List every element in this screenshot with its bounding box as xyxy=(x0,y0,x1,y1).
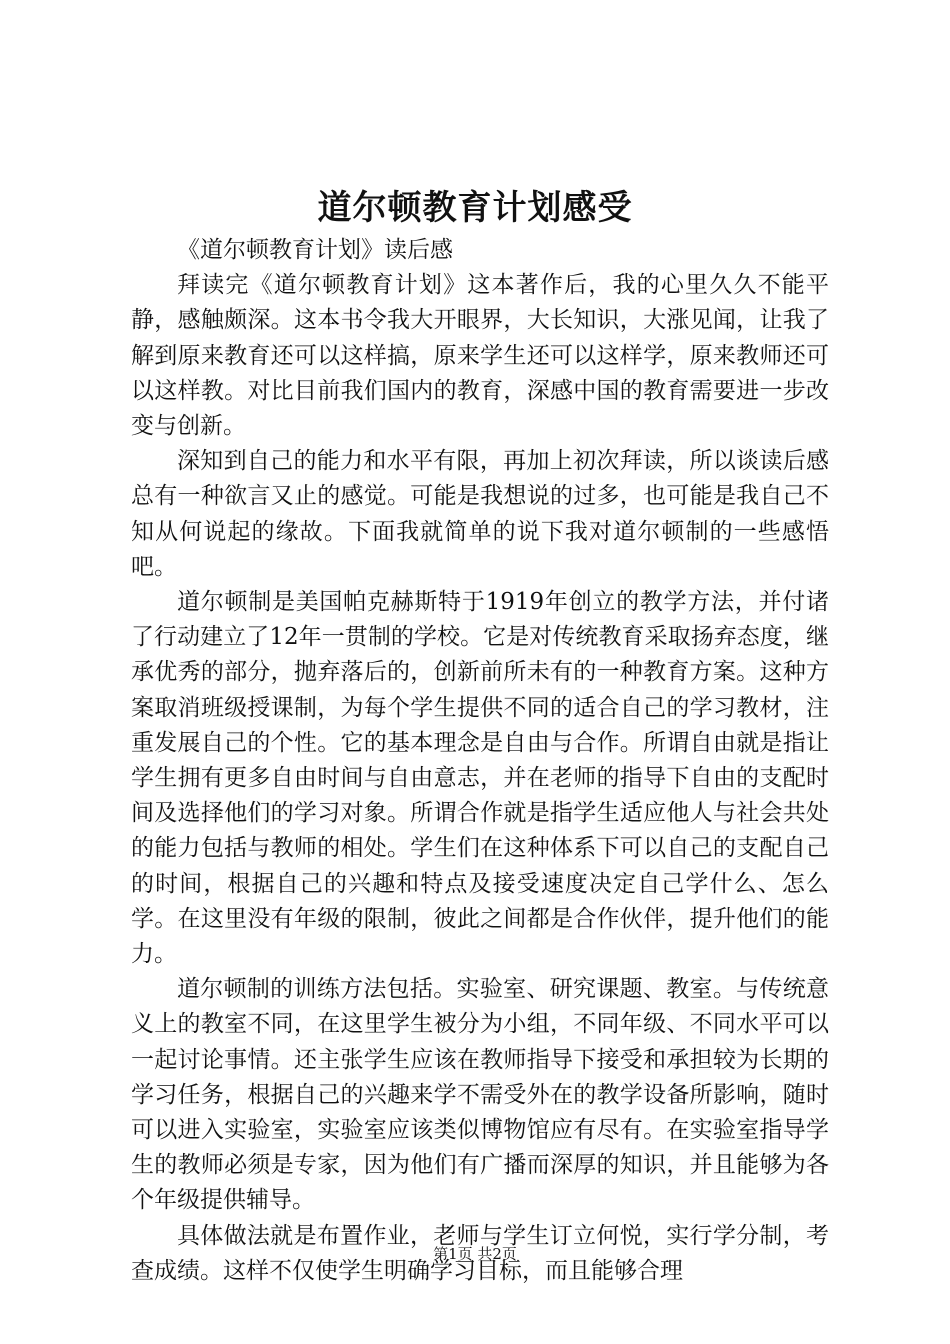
body-paragraph: 道尔顿制的训练方法包括。实验室、研究课题、教室。与传统意义上的教室不同，在这里学生被分为小组，不同年级、不同水平可以一起讨论事情。还主张学生应该在教师指导下接受和承担较为长期的学习任务，根据自己的兴趣来学不需受外在的教学设备所影响，随时可以进入实验室，实验室应该类似博物馆应有尽有。在实验室指导学生的教师必须是专家，因为他们有广播而深厚的知识，并且能够为各个年级提供辅导。 xyxy=(131,976,829,1214)
body-paragraph: 道尔顿制是美国帕克赫斯特于1919年创立的教学方法，并付诸了行动建立了12年一贯制的学校。它是对传统教育采取扬弃态度，继承优秀的部分，抛弃落后的，创新前所未有的一种教育方案。这种方案取消班级授课制，为每个学生提供不同的适合自己的学习教材，注重发展自己的个性。它的基本理念是自由与合作。所谓自由就是指让学生拥有更多自由时间与自由意志，并在老师的指导下自由的支配时间及选择他们的学习对象。所谓合作就是指学生适应他人与社会共处的能力包括与教师的相处。学生们在这种体系下可以自己的支配自己的时间，根据自己的兴趣和特点及接受速度决定自己学什么、怎么学。在这里没有年级的限制，彼此之间都是合作伙伴，提升他们的能力。 xyxy=(131,589,829,968)
page-number-footer: 第1页 共2页 xyxy=(433,1245,517,1263)
document-title: 道尔顿教育计划感受 xyxy=(317,188,633,228)
body-paragraph: 深知到自己的能力和水平有限，再加上初次拜读，所以谈读后感总有一种欲言又止的感觉。可能是我想说的过多，也可能是我自己不知从何说起的缘故。下面我就简单的说下我对道尔顿制的一些感悟吧。 xyxy=(131,448,829,580)
subtitle-paragraph: 《道尔顿教育计划》读后感 xyxy=(177,237,453,263)
body-paragraph: 拜读完《道尔顿教育计划》这本著作后，我的心里久久不能平静，感触颇深。这本书令我大开眼界，大长知识，大涨见闻，让我了解到原来教育还可以这样搞，原来学生还可以这样学，原来教师还可以这样教。对比目前我们国内的教育，深感中国的教育需要进一步改变与创新。 xyxy=(131,272,829,440)
body-paragraph: 具体做法就是布置作业，老师与学生订立何悦，实行学分制，考查成绩。这样不仅使学生明确学习目标，而且能够合理 xyxy=(131,1222,829,1284)
document-body xyxy=(131,233,829,1289)
